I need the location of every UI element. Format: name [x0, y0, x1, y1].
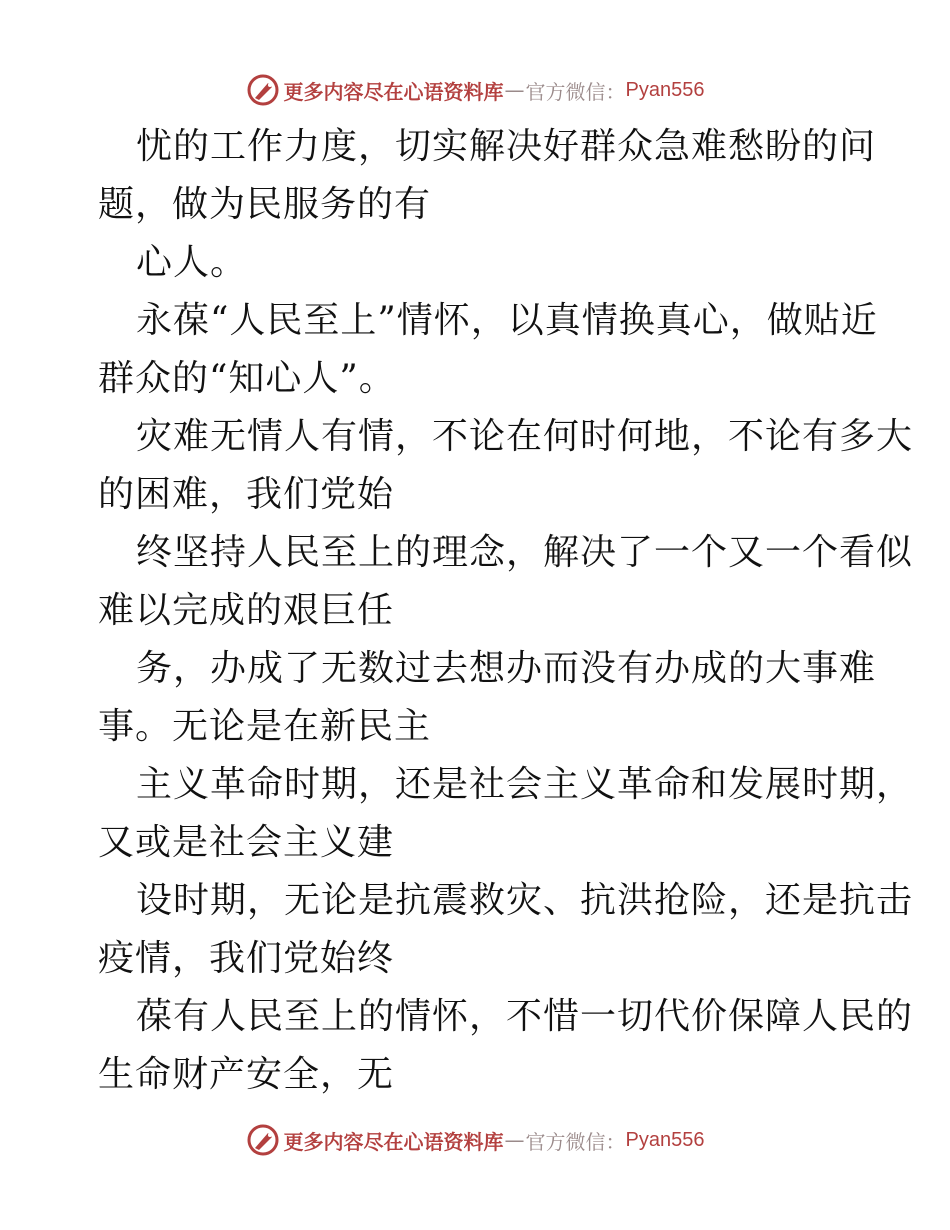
text-line: 灾难无情人有情，不论在何时何地，不论有多大 — [136, 416, 914, 457]
text-line: 设时期，无论是抗震救灾、抗洪抢险，还是抗击 — [136, 880, 914, 921]
site-name: 更多内容尽在心语资料库 — [283, 1129, 504, 1154]
text-line: 生命财产安全，无 — [98, 1054, 395, 1095]
text-line: 的困难，我们党始 — [98, 474, 395, 515]
text-line: 又或是社会主义建 — [98, 822, 395, 863]
wechat-id: Pyan556 — [625, 1128, 705, 1151]
banner-separator: — — [504, 78, 525, 102]
text-line: 务，办成了无数过去想办而没有办成的大事难 — [136, 648, 877, 689]
pen-nib-logo-icon — [246, 73, 280, 107]
banner-separator: — — [504, 1128, 525, 1152]
wechat-label: 官方微信： — [525, 79, 626, 104]
text-line: 永葆“人民至上”情怀，以真情换真心，做贴近 — [136, 300, 878, 341]
text-line: 难以完成的艰巨任 — [98, 590, 395, 631]
wechat-label: 官方微信： — [525, 1129, 626, 1154]
document-body — [98, 118, 914, 1104]
text-line: 终坚持人民至上的理念，解决了一个又一个看似 — [136, 532, 914, 573]
text-line: 题，做为民服务的有 — [98, 184, 432, 225]
text-line: 忧的工作力度，切实解决好群众急难愁盼的问 — [136, 126, 877, 167]
footer-banner — [0, 1120, 950, 1160]
text-line: 事。无论是在新民主 — [98, 706, 432, 747]
wechat-id: Pyan556 — [625, 78, 705, 101]
text-line: 群众的“知心人”。 — [98, 358, 396, 399]
text-line: 心人。 — [136, 242, 248, 283]
header-banner — [0, 70, 950, 110]
text-line: 主义革命时期，还是社会主义革命和发展时期， — [136, 764, 914, 805]
text-line: 葆有人民至上的情怀，不惜一切代价保障人民的 — [136, 996, 914, 1037]
pen-nib-logo-icon — [246, 1123, 280, 1157]
text-line: 疫情，我们党始终 — [98, 938, 395, 979]
site-name: 更多内容尽在心语资料库 — [283, 79, 504, 104]
